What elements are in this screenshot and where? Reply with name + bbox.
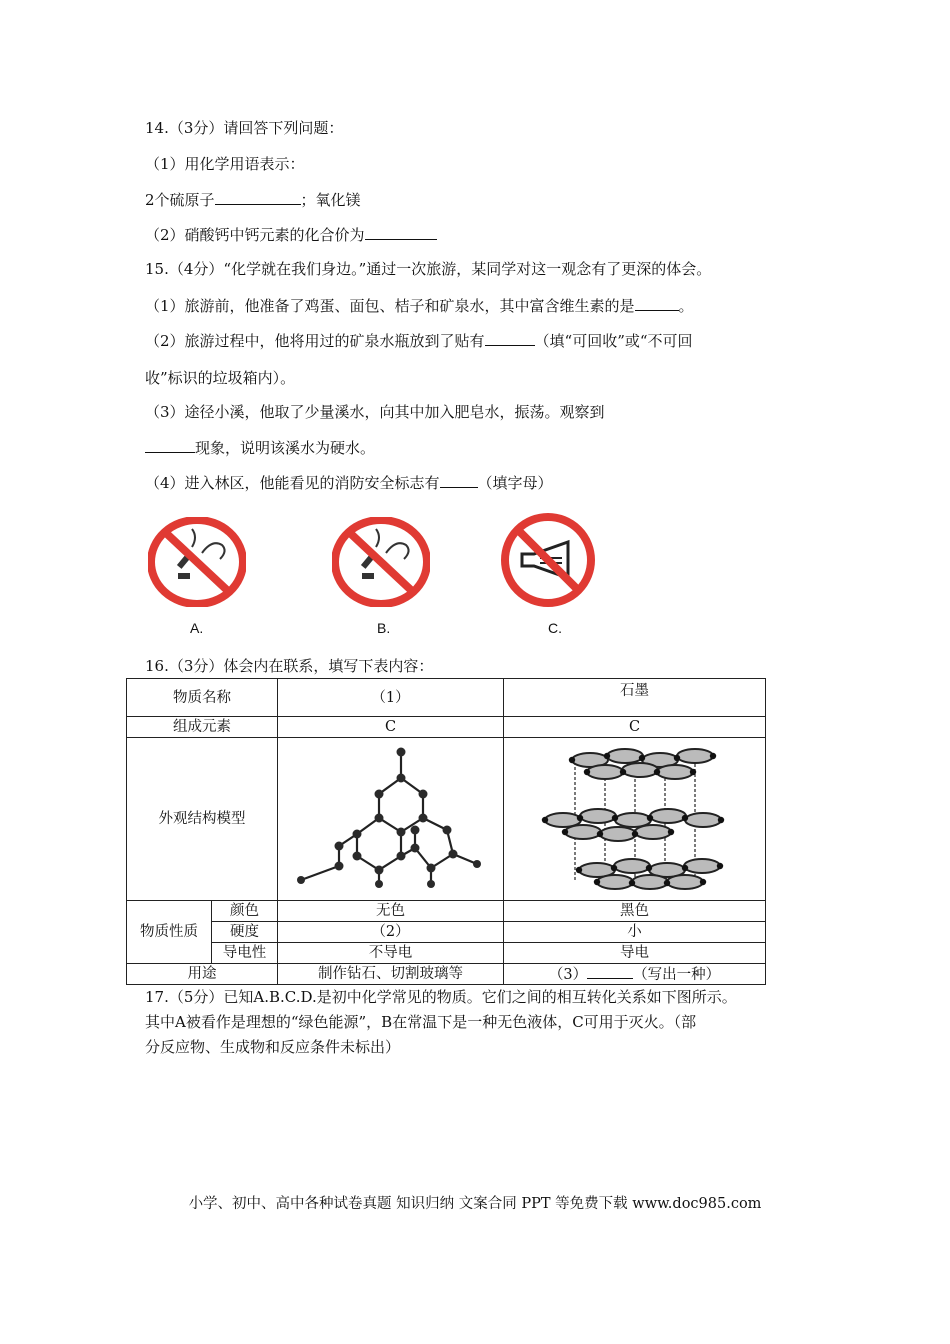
answer-cell[interactable]: （2） (278, 922, 504, 943)
no-smoking-icon (148, 517, 246, 607)
q14-part2-text: （2）硝酸钙中钙元素的化合价为 (145, 226, 365, 244)
table-row (127, 901, 766, 922)
table-header-cell: 组成元素 (127, 717, 278, 738)
q15-part2-text: （2）旅游过程中，他将用过的矿泉水瓶放到了贴有 (145, 332, 485, 350)
answer-blank[interactable] (145, 437, 195, 453)
q15-title: 15.（4分）“化学就在我们身边。”通过一次旅游，某同学对这一观念有了更深的体会。 (145, 260, 712, 278)
answer-cell[interactable]: （1） (278, 679, 504, 717)
answer-blank[interactable] (587, 964, 633, 979)
table-row (127, 901, 277, 963)
q15-part3-cont (145, 437, 375, 458)
table-cell: 不导电 (278, 943, 504, 964)
q15-part4-text: （4）进入林区，他能看见的消防安全标志有 (145, 474, 440, 492)
graphite-structure-icon (535, 742, 735, 897)
table-cell: 无色 (278, 901, 504, 922)
property-label-conductivity: 导电性 (222, 945, 267, 961)
properties-group-table (127, 901, 277, 963)
table-row (127, 738, 766, 901)
q15-part2-hint: （填“可回收”或“不可回 (534, 332, 693, 350)
q15-part1-end: 。 (678, 297, 694, 315)
no-smoking-icon (332, 517, 430, 607)
q16-title: 16.（3分）体会内在联系，填写下表内容： (145, 657, 434, 675)
q14-sulfur-text: 2个硫原子 (145, 191, 215, 209)
q15-part3-text: 现象，说明该溪水为硬水。 (195, 439, 376, 457)
diamond-structure-icon (291, 744, 491, 894)
sign-label-b: B. (377, 620, 391, 636)
table-header-cell: 物质性质 (140, 924, 198, 940)
q14-title: 14.（3分）请回答下列问题： (145, 119, 344, 137)
sign-label-c: C. (548, 620, 562, 636)
answer-blank[interactable] (440, 472, 478, 488)
property-label-color: 颜色 (212, 901, 277, 922)
table-cell: C (278, 717, 504, 738)
q17-line1: 17.（5分）已知A.B.C.D.是初中化学常见的物质。它们之间的相互转化关系如下图所示。 (145, 988, 737, 1006)
table-row (127, 964, 766, 985)
q15-part1 (145, 295, 694, 316)
use-answer-label: （3） (548, 967, 588, 983)
table-cell: 制作钻石、切割玻璃等 (278, 964, 504, 985)
property-label-hardness: 硬度 (212, 922, 277, 943)
q17-line2: 其中A被看作是理想的“绿色能源”，B在常温下是一种无色液体，C可用于灭火。（部 (145, 1013, 697, 1031)
table-cell: 导电 (504, 943, 766, 964)
q15-part2-cont: 收”标识的垃圾箱内）。 (145, 369, 296, 387)
table-header-cell: 外观结构模型 (127, 738, 278, 901)
table-header-cell: 物质名称 (127, 679, 278, 717)
properties-group (127, 901, 278, 964)
no-horn-icon (500, 512, 596, 608)
graphite-model-cell (504, 738, 766, 901)
table-cell: C (504, 717, 766, 738)
answer-blank[interactable] (365, 224, 437, 240)
q15-part1-text: （1）旅游前，他准备了鸡蛋、面包、桔子和矿泉水，其中富含维生素的是 (145, 297, 635, 315)
q17-line3: 分反应物、生成物和反应条件未标出） (145, 1038, 401, 1056)
use-answer-hint: （写出一种） (633, 967, 721, 983)
q14-oxide-text: ；氧化镁 (300, 191, 361, 209)
answer-blank[interactable] (485, 330, 535, 346)
table-cell: 石墨 (504, 679, 766, 717)
q15-part3: （3）途径小溪，他取了少量溪水，向其中加入肥皂水，振荡。观察到 (145, 403, 605, 421)
q14-part1: （1）用化学用语表示： (145, 155, 305, 173)
carbon-properties-table (126, 678, 766, 985)
q15-part2 (145, 330, 693, 351)
table-header-cell: 用途 (127, 964, 278, 985)
footer-text: 小学、初中、高中各种试卷真题 知识归纳 文案合同 PPT 等免费下载 www.doc985.com (188, 1196, 762, 1212)
table-row (127, 679, 766, 717)
diamond-model-cell (278, 738, 504, 901)
q14-part1-line (145, 189, 361, 210)
sign-label-a: A. (190, 620, 204, 636)
answer-cell[interactable] (504, 964, 766, 985)
q15-part4 (145, 472, 553, 493)
table-row (127, 717, 766, 738)
q14-part2 (145, 224, 437, 245)
answer-blank[interactable] (215, 189, 301, 205)
table-cell: 小 (504, 922, 766, 943)
answer-blank[interactable] (635, 295, 679, 311)
q15-part4-hint: （填字母） (477, 474, 553, 492)
table-cell: 黑色 (504, 901, 766, 922)
property-labels (212, 901, 278, 963)
